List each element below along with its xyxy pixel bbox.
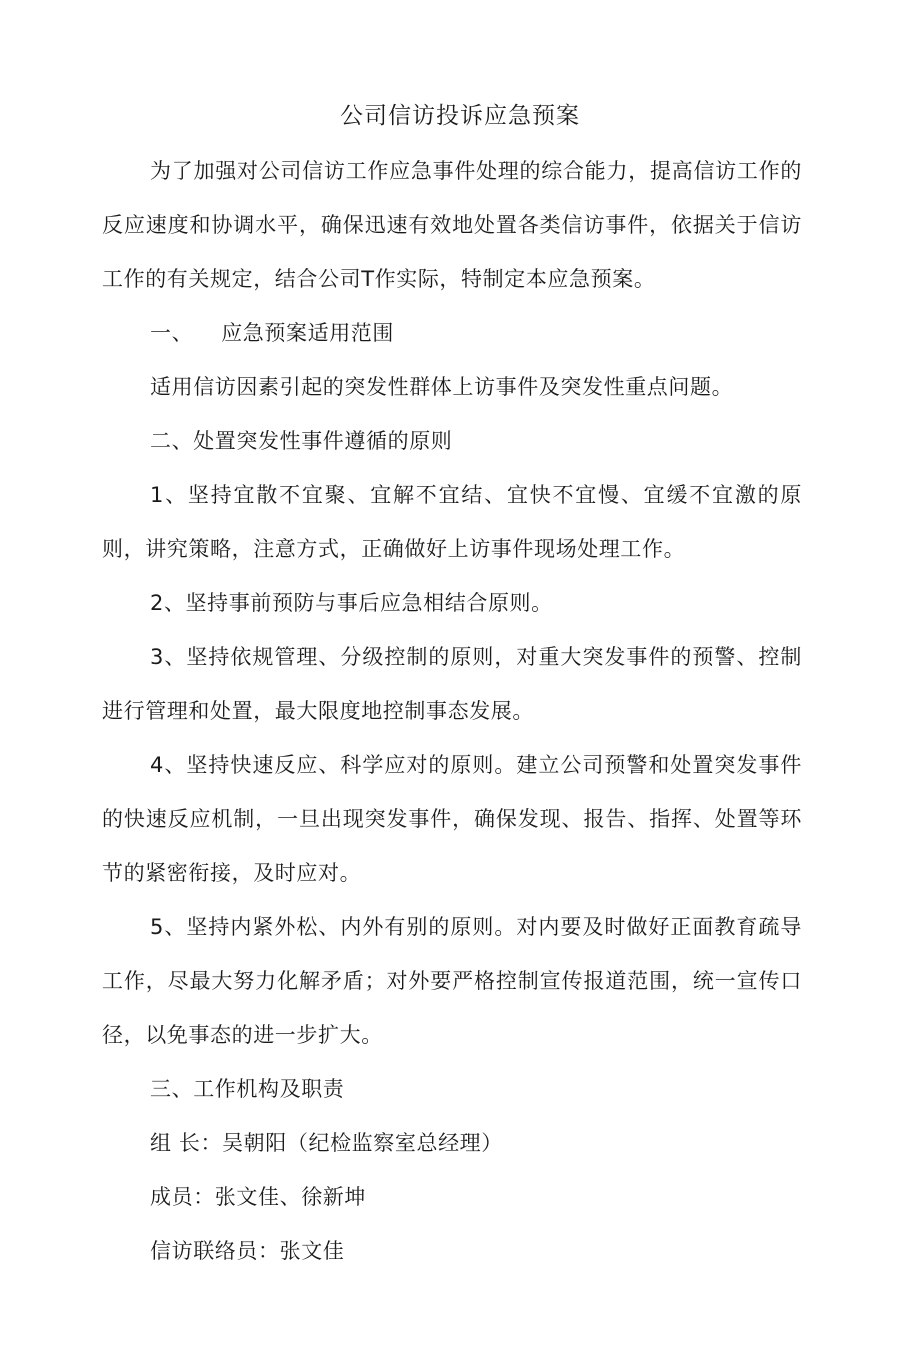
- scope-paragraph: 适用信访因素引起的突发性群体上访事件及突发性重点问题。: [150, 375, 734, 399]
- section-one-title: 应急预案适用范围: [221, 321, 395, 345]
- liaison-line: 信访联络员：张文佳: [150, 1239, 345, 1263]
- principle-2: 2、坚持事前预防与事后应急相结合原则。: [150, 591, 553, 615]
- section-two-heading: 二、处置突发性事件遵循的原则: [150, 429, 453, 453]
- group-leader-line: 组 长：吴朝阳（纪检监察室总经理）: [150, 1131, 503, 1155]
- principle-3: 3、坚持依规管理、分级控制的原则，对重大突发事件的预警、控制进行管理和处置，最大限度地控制事态发展。: [102, 645, 802, 723]
- document-title: 公司信访投诉应急预案: [340, 103, 580, 129]
- members-line: 成员：张文佳、徐新坤: [150, 1185, 366, 1209]
- section-three-heading: 三、工作机构及职责: [150, 1077, 345, 1101]
- principle-5: 5、坚持内紧外松、内外有别的原则。对内要及时做好正面教育疏导工作，尽最大努力化解矛盾；对外要严格控制宣传报道范围，统一宣传口径，以免事态的进一步扩大。: [102, 915, 802, 1047]
- document-body: [102, 144, 802, 1278]
- intro-paragraph: 为了加强对公司信访工作应急事件处理的综合能力，提高信访工作的反应速度和协调水平，确保迅速有效地处置各类信访事件，依据关于信访工作的有关规定，结合公司T作实际，特制定本应急预案。: [102, 159, 802, 291]
- principle-1: 1、坚持宜散不宜聚、宜解不宜结、宜快不宜慢、宜缓不宜激的原则，讲究策略，注意方式，正确做好上访事件现场处理工作。: [102, 483, 802, 561]
- section-one-heading: [102, 306, 802, 360]
- section-one-number: 一、: [150, 321, 194, 345]
- principle-4: 4、坚持快速反应、科学应对的原则。建立公司预警和处置突发事件的快速反应机制，一旦出现突发事件，确保发现、报告、指挥、处置等环节的紧密衔接，及时应对。: [102, 753, 802, 885]
